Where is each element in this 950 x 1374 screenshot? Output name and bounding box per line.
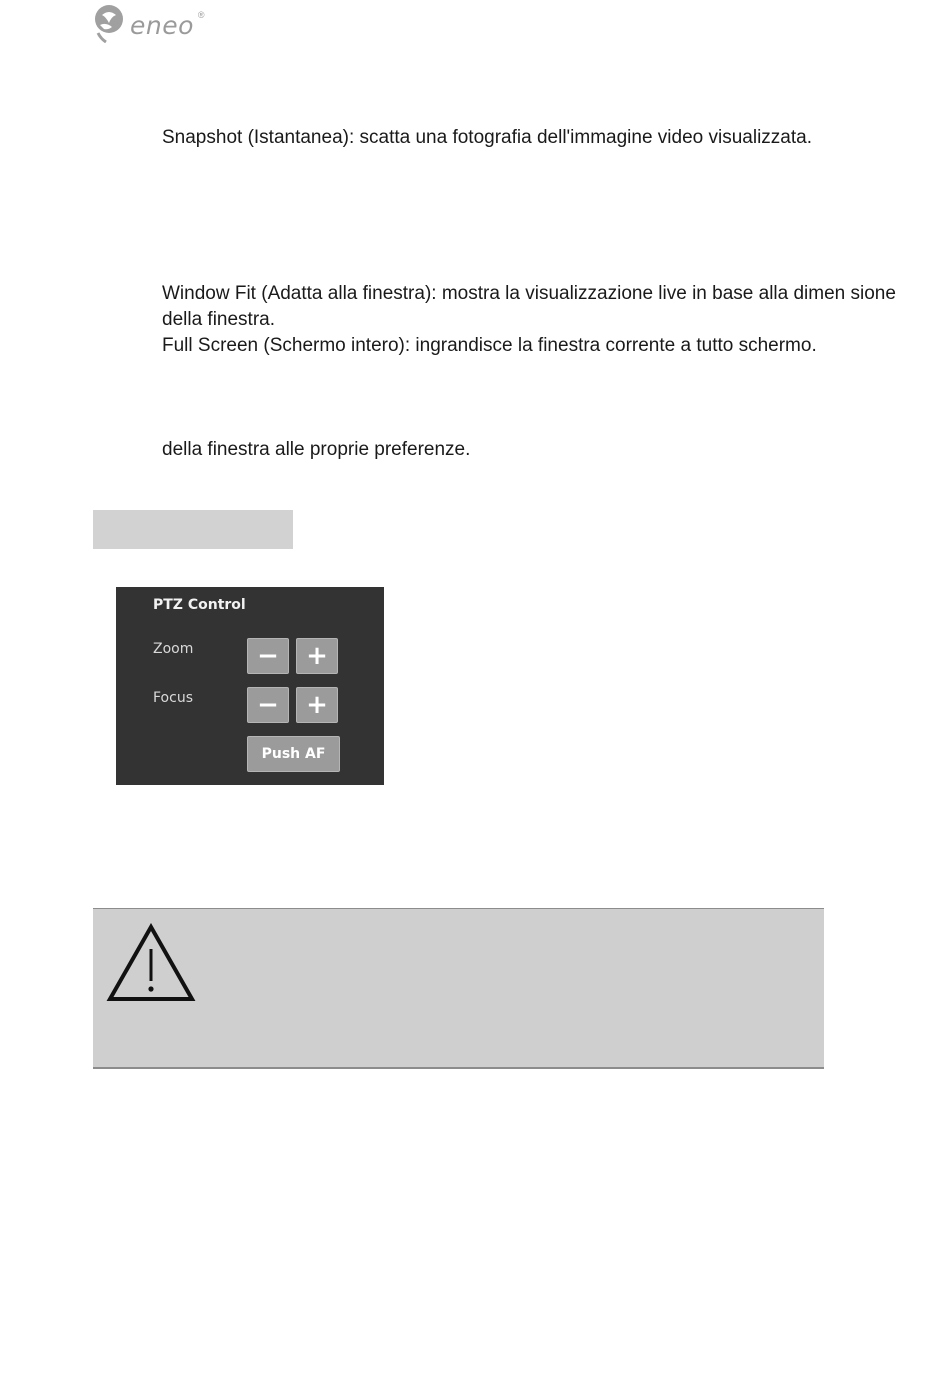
ptz-title: PTZ Control — [153, 597, 246, 613]
window-preference-description: della finestra alle proprie preferenze. — [162, 439, 471, 460]
eneo-logo-icon — [92, 3, 126, 48]
focus-near-button[interactable]: − — [247, 687, 289, 723]
brand-logo — [92, 4, 205, 46]
window-fit-description: Window Fit (Adatta alla finestra): mostra la visualizzazione live in base alla dimen sione della finestra. — [162, 283, 896, 330]
snapshot-description: Snapshot (Istantanea): scatta una fotografia dell'immagine video visualizzata. — [162, 127, 812, 148]
ptz-control-panel — [116, 587, 384, 785]
zoom-label: Zoom — [153, 641, 194, 657]
focus-label: Focus — [153, 690, 193, 706]
zoom-in-button[interactable]: + — [296, 638, 338, 674]
full-screen-description: Full Screen (Schermo intero): ingrandisce la finestra corrente a tutto schermo. — [162, 335, 817, 356]
warning-triangle-icon — [106, 923, 196, 1008]
focus-far-button[interactable]: + — [296, 687, 338, 723]
push-af-button[interactable]: Push AF — [247, 736, 340, 772]
logo-text: eneo — [130, 10, 194, 40]
section-label-bar — [93, 510, 293, 549]
logo-registered-mark: ® — [197, 10, 205, 20]
warning-notice — [93, 908, 824, 1069]
zoom-out-button[interactable]: − — [247, 638, 289, 674]
